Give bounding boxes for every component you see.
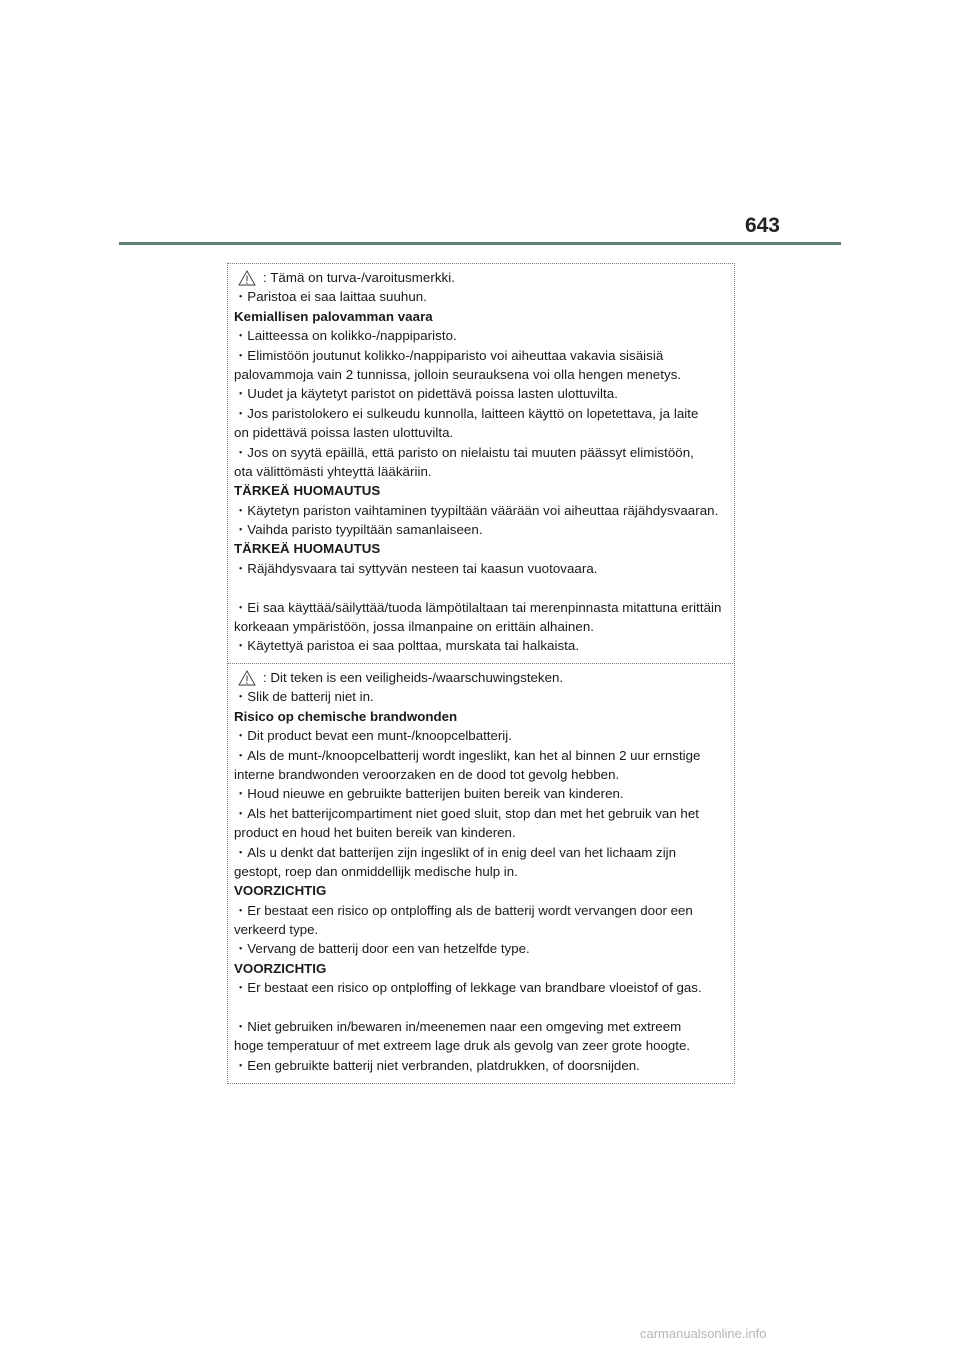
bullet-line: ・ Käytettyä paristoa ei saa polttaa, murskata tai halkaista.	[234, 636, 730, 655]
section-heading: TÄRKEÄ HUOMAUTUS	[234, 483, 381, 499]
bullet-line: ・ Laitteessa on kolikko-/nappiparisto.	[234, 326, 730, 345]
bullet-line: ・ Ei saa käyttää/säilyttää/tuoda lämpötilaltaan tai merenpinnasta mitattuna erittäin	[234, 598, 730, 617]
section-heading: Risico op chemische brandwonden	[234, 708, 458, 724]
section-heading: VOORZICHTIG	[234, 960, 327, 976]
bullet-line: ・ Vaihda paristo tyypiltään samanlaiseen.	[234, 520, 730, 539]
warning-triangle-icon	[238, 670, 256, 686]
continuation-line: ota välittömästi yhteyttä lääkäriin.	[234, 463, 432, 479]
bullet-line: ・ Als de munt-/knoopcelbatterij wordt ingeslikt, kan het al binnen 2 uur ernstige	[234, 746, 730, 765]
bullet-line: ・ Vervang de batterij door een van hetzelfde type.	[234, 939, 730, 958]
finnish-symbol-line	[234, 268, 730, 287]
warning-triangle-icon	[238, 270, 256, 286]
watermark: carmanualsonline.info	[640, 1326, 767, 1341]
bullet-line: ・ Paristoa ei saa laittaa suuhun.	[234, 287, 730, 306]
finnish-lines	[234, 287, 730, 655]
spacer	[234, 578, 730, 597]
bullet-line: ・ Jos paristolokero ei sulkeudu kunnolla, laitteen käyttö on lopetettava, ja laite	[234, 404, 730, 423]
bullet-line: ・ Niet gebruiken in/bewaren in/meenemen naar een omgeving met extreem	[234, 1017, 730, 1036]
bullet-line: ・ Dit product bevat een munt-/knoopcelbatterij.	[234, 726, 730, 745]
continuation-line: verkeerd type.	[234, 922, 319, 938]
continuation-line: product en houd het buiten bereik van kinderen.	[234, 825, 516, 841]
bullet-line: ・ Slik de batterij niet in.	[234, 687, 730, 706]
dutch-warning-box	[227, 663, 735, 1084]
finnish-content	[234, 268, 730, 656]
section-heading: TÄRKEÄ HUOMAUTUS	[234, 541, 381, 557]
continuation-line: hoge temperatuur of met extreem lage druk als gevolg van zeer grote hoogte.	[234, 1038, 691, 1054]
bullet-line: ・ Als u denkt dat batterijen zijn ingeslikt of in enig deel van het lichaam zijn	[234, 843, 730, 862]
bullet-line: ・ Als het batterijcompartiment niet goed sluit, stop dan met het gebruik van het	[234, 804, 730, 823]
bullet-line: ・ Jos on syytä epäillä, että paristo on nielaistu tai muuten päässyt elimistöön,	[234, 443, 730, 462]
bullet-line: ・ Käytetyn pariston vaihtaminen tyypiltään väärään voi aiheuttaa räjähdysvaaran.	[234, 501, 730, 520]
page-number: 643	[744, 214, 780, 237]
section-heading: Kemiallisen palovamman vaara	[234, 308, 433, 324]
finnish-warning-box	[227, 263, 735, 664]
continuation-line: gestopt, roep dan onmiddellijk medische hulp in.	[234, 863, 518, 879]
bullet-line: ・ Elimistöön joutunut kolikko-/nappiparisto voi aiheuttaa vakavia sisäisiä	[234, 346, 730, 365]
bullet-line: ・ Houd nieuwe en gebruikte batterijen buiten bereik van kinderen.	[234, 784, 730, 803]
finnish-symbol-text: : Tämä on turva-/varoitusmerkki.	[263, 270, 456, 285]
bullet-line: ・ Er bestaat een risico op ontploffing als de batterij wordt vervangen door een	[234, 901, 730, 920]
bullet-line: ・ Uudet ja käytetyt paristot on pidettävä poissa lasten ulottuvilta.	[234, 384, 730, 403]
dutch-symbol-text: : Dit teken is een veiligheids-/waarschuwingsteken.	[263, 670, 564, 685]
section-heading: VOORZICHTIG	[234, 883, 327, 899]
continuation-line: on pidettävä poissa lasten ulottuvilta.	[234, 425, 454, 441]
spacer	[234, 998, 730, 1017]
dutch-content	[234, 668, 730, 1075]
continuation-line: palovammoja vain 2 tunnissa, jolloin seurauksena voi olla hengen menetys.	[234, 366, 682, 382]
dutch-symbol-line	[234, 668, 730, 687]
header-rule	[119, 242, 841, 245]
continuation-line: interne brandwonden veroorzaken en de dood tot gevolg hebben.	[234, 766, 620, 782]
continuation-line: korkeaan ympäristöön, jossa ilmanpaine on erittäin alhainen.	[234, 619, 595, 635]
bullet-line: ・ Er bestaat een risico op ontploffing of lekkage van brandbare vloeistof of gas.	[234, 978, 730, 997]
bullet-line: ・ Räjähdysvaara tai syttyvän nesteen tai kaasun vuotovaara.	[234, 559, 730, 578]
dutch-lines	[234, 687, 730, 1075]
bullet-line: ・ Een gebruikte batterij niet verbranden, platdrukken, of doorsnijden.	[234, 1056, 730, 1075]
